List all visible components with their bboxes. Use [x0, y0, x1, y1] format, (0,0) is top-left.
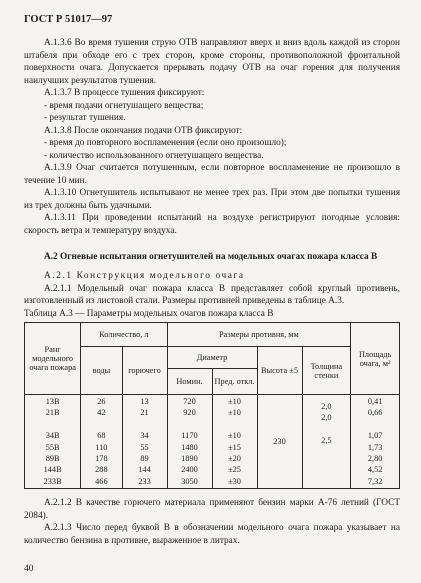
- column-rank: 13В 21В 34В 55В 89В 144В 233В: [25, 395, 81, 489]
- column-fuel: 13 21 34 55 89 144 233: [122, 395, 167, 489]
- column-nominal: 720 920 1170 1480 1890 2400 3050: [167, 395, 212, 489]
- column-wall: 2,0 2,0 2,5: [302, 395, 351, 489]
- header-nominal: Номин.: [167, 369, 212, 395]
- table-caption: Таблица А.3 — Параметры модельных очагов пожара класса В: [24, 308, 274, 319]
- column-deviation: ±10 ±10 ±10 ±15 ±20 ±25 ±30: [212, 395, 257, 489]
- page-number: 40: [24, 564, 34, 574]
- header-quantity: Количество, л: [81, 323, 167, 347]
- header-diameter: Диаметр: [167, 347, 257, 369]
- paragraph-a1-3-10: А.1.3.10 Огнетушитель испытывают не менее трех раз. При этом две попытки тушения из трех должны быть удачными.: [24, 188, 400, 211]
- paragraph-a1-3-9: А.1.3.9 Очаг считается потушенным, если повторное воспламенение не произошло в течение 10 мин.: [24, 163, 400, 186]
- paragraph-a1-3-8: А.1.3.8 После окончания подачи ОТВ фиксируют:: [44, 125, 243, 136]
- column-height: 230: [257, 395, 302, 489]
- column-water: 26 42 68 110 178 288 466: [81, 395, 122, 489]
- paragraph-a2-1-2: А.2.1.2 В качестве горючего материала применяют бензин марки А-76 летний (ГОСТ 2084).: [24, 498, 400, 521]
- section-subtitle: А.2.1 Конструкция модельного очага: [44, 271, 245, 281]
- header-wall: Толщина стенки: [302, 347, 351, 395]
- paragraph-a1-3-11: А.1.3.11 При проведении испытаний на воздухе регистрируют погодные условия: скорость ветра и температуру воздуха.: [24, 213, 400, 236]
- parameters-table: [24, 322, 400, 489]
- table-body-row: [25, 395, 400, 489]
- document-page: [24, 14, 400, 547]
- paragraph-a1-3-6: А.1.3.6 Во время тушения струю ОТВ направляют вверх и вниз вдоль каждой из сторон штабеля при обходе его с трех сторон, кроме стороны, противоположной фронтальной поверхности очага. Допускается прерывать подачу ОТВ на очаг горения для получения наилучших результатов тушения.: [24, 38, 400, 86]
- column-area: 0,41 0,66 1,07 1,73 2,80 4,52 7,32: [351, 395, 400, 489]
- paragraph-a2-1-3: А.2.1.3 Число перед буквой В в обозначении модельного очага пожара указывает на количество бензина в противне, выраженное в литрах.: [24, 523, 400, 546]
- document-header: ГОСТ Р 51017—97: [24, 14, 113, 25]
- header-fuel: горючего: [122, 347, 167, 395]
- list-item: - время подачи огнетушащего вещества;: [44, 100, 204, 111]
- paragraph-a2-1-1: А.2.1.1 Модельный очаг пожара класса В представляет собой круглый противень, изготовленный из листовой стали. Размеры противней приведены в таблице А.3.: [24, 283, 400, 306]
- header-height: Высота ±5: [257, 347, 302, 395]
- list-item: - время до повторного воспламенения (если оно произошло);: [44, 138, 287, 148]
- header-rank: Ранг модельного очага пожара: [25, 323, 81, 395]
- header-area: Площадь очага, м²: [351, 323, 400, 395]
- paragraph-a1-3-7: А.1.3.7 В процессе тушения фиксируют:: [44, 88, 205, 98]
- list-item: - результат тушения.: [44, 113, 126, 123]
- header-water: воды: [81, 347, 122, 395]
- list-item: - количество использованного огнетушащего вещества.: [44, 150, 264, 161]
- section-title: А.2 Огневые испытания огнетушителей на модельных очагах пожара класса В: [44, 252, 378, 262]
- header-dims: Размеры противня, мм: [167, 323, 351, 347]
- header-deviation: Пред. откл.: [212, 369, 257, 395]
